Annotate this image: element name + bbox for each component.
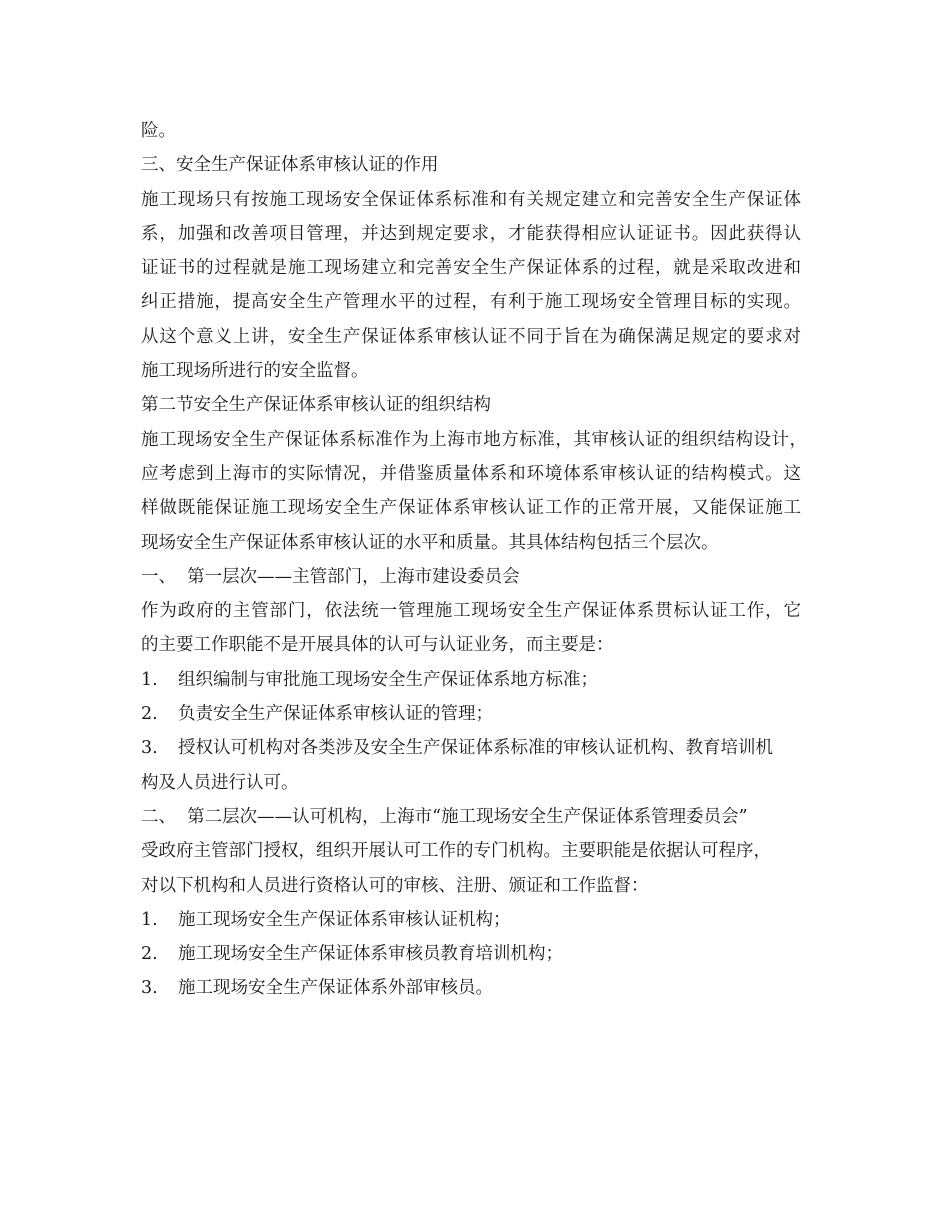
list-item (141, 663, 831, 697)
text-line: 证证书的过程就是施工现场建立和完善安全生产保证体系的过程，就是采取改进和 (141, 258, 801, 279)
text-line: 施工现场只有按施工现场安全保证体系标准和有关规定建立和完善安全生产保证体 (141, 189, 801, 210)
list-item (141, 731, 831, 765)
text-line: 对以下机构和人员进行资格认可的审核、注册、颁证和工作监督： (141, 875, 649, 896)
text-line: 构及人员进行认可。 (141, 772, 299, 793)
list-number: 1. (141, 669, 158, 690)
list-number: 2. (141, 704, 158, 725)
list-number: 3. (141, 738, 158, 759)
list-text: 负责安全生产保证体系审核认证的管理； (178, 704, 493, 725)
text-line: 纠正措施，提高安全生产管理水平的过程，有利于施工现场安全管理目标的实现。 (141, 292, 801, 313)
text-line: 从这个意义上讲，安全生产保证体系审核认证不同于旨在为确保满足规定的要求对 (141, 326, 801, 347)
document-body (141, 114, 831, 1006)
list-item (141, 903, 831, 937)
text-line: 险。 (141, 121, 176, 141)
text-line: 现场安全生产保证体系审核认证的水平和质量。其具体结构包括三个层次。 (141, 532, 719, 553)
section-heading: 三、安全生产保证体系审核认证的作用 (141, 155, 439, 176)
list-text: 施工现场安全生产保证体系外部审核员。 (178, 978, 493, 999)
list-text: 组织编制与审批施工现场安全生产保证体系地方标准； (178, 669, 598, 690)
list-item (141, 971, 831, 1005)
text-line: 应考虑到上海市的实际情况，并借鉴质量体系和环境体系审核认证的结构模式。这 (141, 463, 801, 484)
list-number: 2. (141, 944, 158, 965)
text-line: 系，加强和改善项目管理，并达到规定要求，才能获得相应认证证书。因此获得认 (141, 223, 801, 244)
text-line: 施工现场所进行的安全监督。 (141, 361, 369, 382)
text-line: 样做既能保证施工现场安全生产保证体系审核认证工作的正常开展，又能保证施工 (141, 498, 801, 519)
list-text: 授权认可机构对各类涉及安全生产保证体系标准的审核认证机构、教育培训机 (178, 738, 773, 759)
text-line: 的主要工作职能不是开展具体的认可与认证业务，而主要是： (141, 635, 614, 656)
list-text: 施工现场安全生产保证体系审核员教育培训机构； (178, 944, 563, 965)
text-line: 施工现场安全生产保证体系标准作为上海市地方标准，其审核认证的组织结构设计， (141, 429, 807, 450)
subsection-heading: 二、 第二层次——认可机构，上海市“施工现场安全生产保证体系管理委员会” (141, 806, 748, 827)
text-line: 受政府主管部门授权，组织开展认可工作的专门机构。主要职能是依据认可程序， (141, 841, 771, 862)
list-item (141, 697, 831, 731)
list-number: 3. (141, 978, 158, 999)
section-heading: 第二节安全生产保证体系审核认证的组织结构 (141, 395, 491, 416)
list-number: 1. (141, 909, 158, 930)
subsection-heading: 一、 第一层次——主管部门，上海市建设委员会 (141, 566, 520, 587)
list-text: 施工现场安全生产保证体系审核认证机构； (178, 909, 511, 930)
list-item (141, 937, 831, 971)
text-line: 作为政府的主管部门，依法统一管理施工现场安全生产保证体系贯标认证工作，它 (141, 601, 801, 622)
